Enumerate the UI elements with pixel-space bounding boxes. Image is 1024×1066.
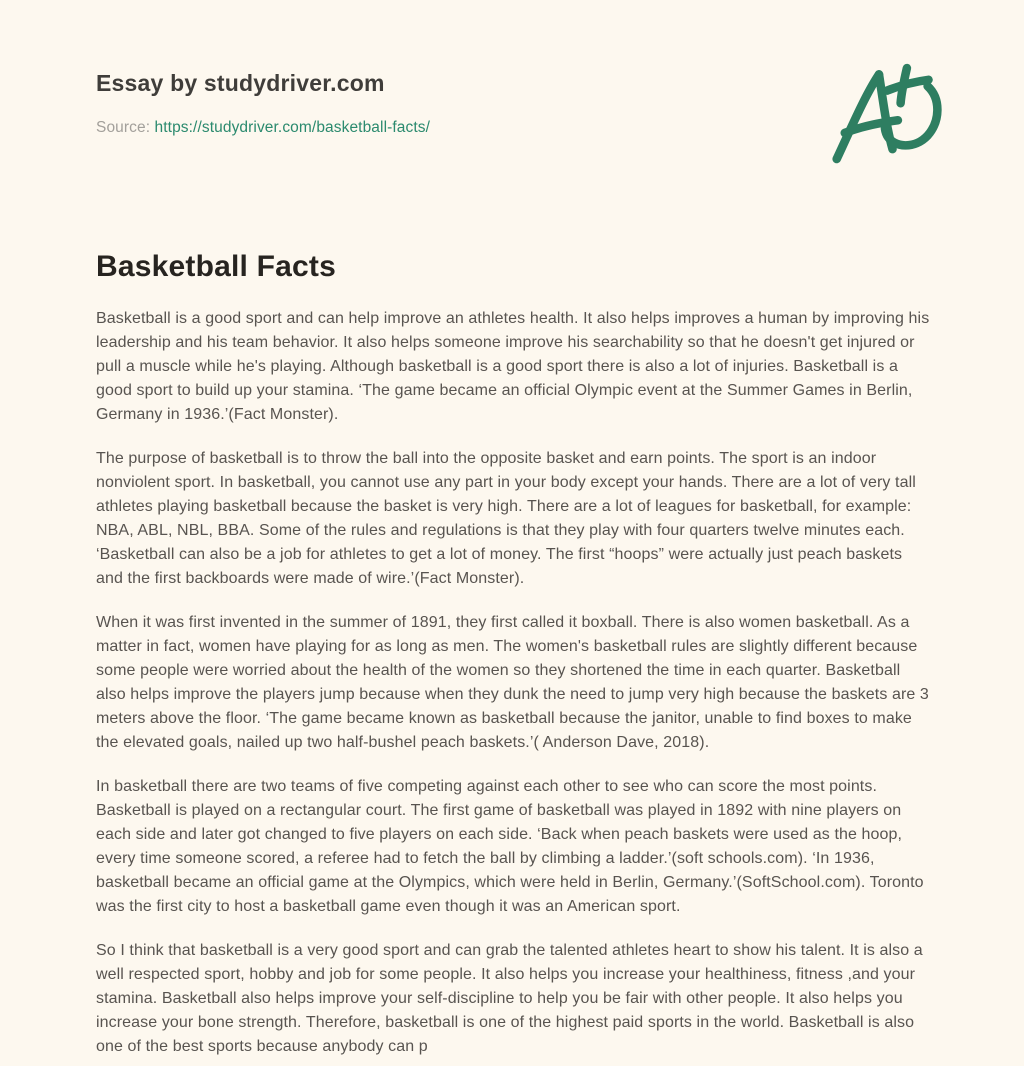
essay-paragraph-5: So I think that basketball is a very good sport and can grab the talented athletes heart to show his talent. It is also a well respected sport, hobby and job for some people. It also helps you increase your healthiness, fitness ,and your stamina. Basketball also helps improve your self-discipline to help you be fair with other people. It also helps you increase your bone strength. Therefore, basketball is one of the highest paid sports in the world. Basketball is also one of the best sports because anybody can p [96,942,923,1055]
essay-paragraph-4: In basketball there are two teams of five competing against each other to see who can score the most points. Basketball is played on a rectangular court. The first game of basketball was played in 1892 with nine players on each side and later got changed to five players on each side. ‘Back when peach baskets were used as the hoop, every time someone scored, a referee had to fetch the ball by climbing a ladder.’(soft schools.com). ‘In 1936, basketball became an official game at the Olympics, which were held in Berlin, Germany.’(SoftSchool.com). Toronto was the first city to host a basketball game even though it was an American sport. [96,778,924,915]
essay-by-heading: Essay by studydriver.com [96,70,385,96]
essay-paragraph-3: When it was first invented in the summer of 1891, they first called it boxball. There is also women basketball. As a matter in fact, women have playing for as long as men. The women's basketball rules are slightly different because some people were worried about the health of the women so they shortened the time in each quarter. Basketball also helps improve the players jump because when they dunk the need to jump very high because the baskets are 3 meters above the floor. ‘The game became known as basketball because the janitor, unable to find boxes to make the elevated goals, nailed up two half-bushel peach baskets.’( Anderson Dave, 2018). [96,614,929,751]
header-text-block [96,70,430,137]
source-label: Source: [96,119,151,136]
essay-article [96,250,930,1066]
page-header [96,70,960,173]
essay-paragraph-1: Basketball is a good sport and can help improve an athletes health. It also helps improves a human by improving his leadership and his team behavior. It also helps someone improve his searchability so that he doesn't get injured or pull a muscle while he's playing. Although basketball is a good sport there is also a lot of injuries. Basketball is a good sport to build up your stamina. ‘The game became an official Olympic event at the Summer Games in Berlin, Germany in 1936.’(Fact Monster). [96,310,930,423]
studydriver-a-plus-logo-icon [825,60,960,173]
source-row [96,119,430,137]
source-link[interactable]: https://studydriver.com/basketball-facts/ [154,119,431,136]
essay-paragraph-2: The purpose of basketball is to throw the ball into the opposite basket and earn points. The sport is an indoor nonviolent sport. In basketball, you cannot use any part in your body except your hands. There are a lot of very tall athletes playing basketball because the basket is very high. There are a lot of leagues for basketball, for example: NBA, ABL, NBL, BBA. Some of the rules and regulations is that they play with four quarters twelve minutes each. ‘Basketball can also be a job for athletes to get a lot of money. The first “hoops” were actually just peach baskets and the first backboards were made of wire.’(Fact Monster). [96,450,916,587]
essay-title: Basketball Facts [96,250,336,283]
